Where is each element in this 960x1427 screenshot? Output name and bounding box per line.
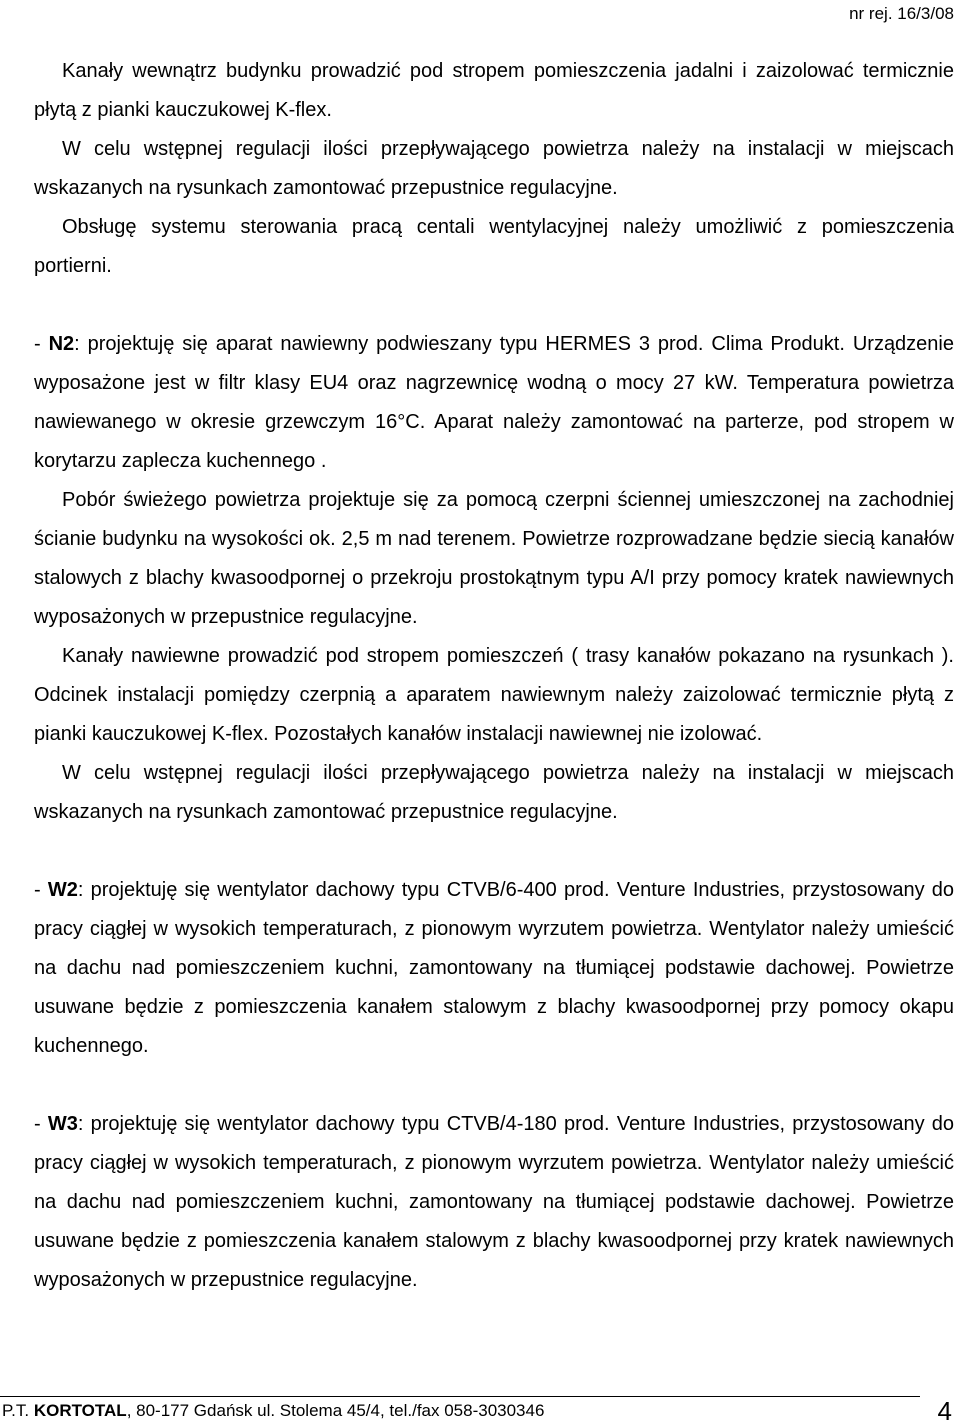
paragraph-control-system: Obsługę systemu sterowania pracą centali wentylacyjnej należy umożliwić z pomieszczenia portierni. bbox=[34, 216, 954, 277]
footer-divider bbox=[0, 1396, 920, 1397]
page-number: 4 bbox=[937, 1396, 952, 1426]
document-body bbox=[34, 52, 954, 1300]
section-w2-label: W2 bbox=[47, 879, 78, 901]
document-reference: nr rej. 16/3/08 bbox=[849, 4, 954, 23]
section-n2-prefix: - bbox=[34, 333, 49, 355]
section-n2 bbox=[34, 325, 954, 481]
footer-prefix: P.T. bbox=[2, 1401, 34, 1420]
section-w2-prefix: - bbox=[34, 879, 48, 901]
paragraph-fresh-air-intake: Pobór świeżego powietrza projektuje się za pomocą czerpni ściennej umieszczonej na zachodniej ścianie budynku na wysokości ok. 2,5 m nad terenem. Powietrze rozprowadzane będzie siecią kanałów stalowych z blachy kwasoodpornej o przekroju prostokątnym typu A/I przy pomocy kratek nawiewnych wyposażonych w przepustnice regulacyjne. bbox=[34, 489, 954, 628]
paragraph-supply-ducts: Kanały nawiewne prowadzić pod stropem pomieszczeń ( trasy kanałów pokazano na rysunkach ). Odcinek instalacji pomiędzy czerpnią a aparatem nawiewnym należy zaizolować termicznie płytą z pianki kauczukowej K-flex. Pozostałych kanałów instalacji nawiewnej nie izolować. bbox=[34, 645, 954, 745]
section-n2-text: : projektuję się aparat nawiewny podwieszany typu HERMES 3 prod. Clima Produkt. Urządzenie wyposażone jest w filtr klasy EU4 oraz nagrzewnicę wodną o mocy 27 kW. Temperatura powietrza nawiewanego w okresie grzewczym 16°C. Aparat należy zamontować na parterze, pod stropem w korytarzu zaplecza kuchennego . bbox=[34, 333, 954, 472]
paragraph-regulation: W celu wstępnej regulacji ilości przepływającego powietrza należy na instalacji w miejscach wskazanych na rysunkach zamontować przepustnice regulacyjne. bbox=[34, 138, 954, 199]
footer bbox=[2, 1401, 544, 1421]
footer-address: , 80-177 Gdańsk ul. Stolema 45/4, tel./fax 058-3030346 bbox=[126, 1401, 545, 1420]
section-w3-prefix: - bbox=[34, 1113, 48, 1135]
section-n2-label: N2 bbox=[48, 333, 75, 355]
section-w3-label: W3 bbox=[47, 1113, 78, 1135]
section-w2-text: : projektuję się wentylator dachowy typu CTVB/6-400 prod. Venture Industries, przystosowany do pracy ciągłej w wysokich temperaturach, z pionowym wyrzutem powietrza. Wentylator należy umieścić na dachu nad pomieszczeniem kuchni, zamontowany na tłumiącej podstawie dachowej. Powietrze usuwane będzie z pomieszczenia kanałem stalowym z blachy kwasoodpornej przy pomocy okapu kuchennego. bbox=[34, 879, 954, 1057]
section-w3-text: : projektuję się wentylator dachowy typu CTVB/4-180 prod. Venture Industries, przystosowany do pracy ciągłej w wysokich temperaturach, z pionowym wyrzutem powietrza. Wentylator należy umieścić na dachu nad pomieszczeniem kuchni, zamontowany na tłumiącej podstawie dachowej. Powietrze usuwane będzie z pomieszczenia kanałem stalowym z blachy kwasoodpornej przy kratek nawiewnych wyposażonych w przepustnice regulacyjne. bbox=[34, 1113, 954, 1291]
section-w2 bbox=[34, 871, 954, 1066]
paragraph-regulation-2: W celu wstępnej regulacji ilości przepływającego powietrza należy na instalacji w miejscach wskazanych na rysunkach zamontować przepustnice regulacyjne. bbox=[34, 762, 954, 823]
footer-company: KORTOTAL bbox=[33, 1401, 127, 1420]
paragraph-ducts-insulation: Kanały wewnątrz budynku prowadzić pod stropem pomieszczenia jadalni i zaizolować termicznie płytą z pianki kauczukowej K-flex. bbox=[34, 60, 954, 121]
section-w3 bbox=[34, 1105, 954, 1300]
